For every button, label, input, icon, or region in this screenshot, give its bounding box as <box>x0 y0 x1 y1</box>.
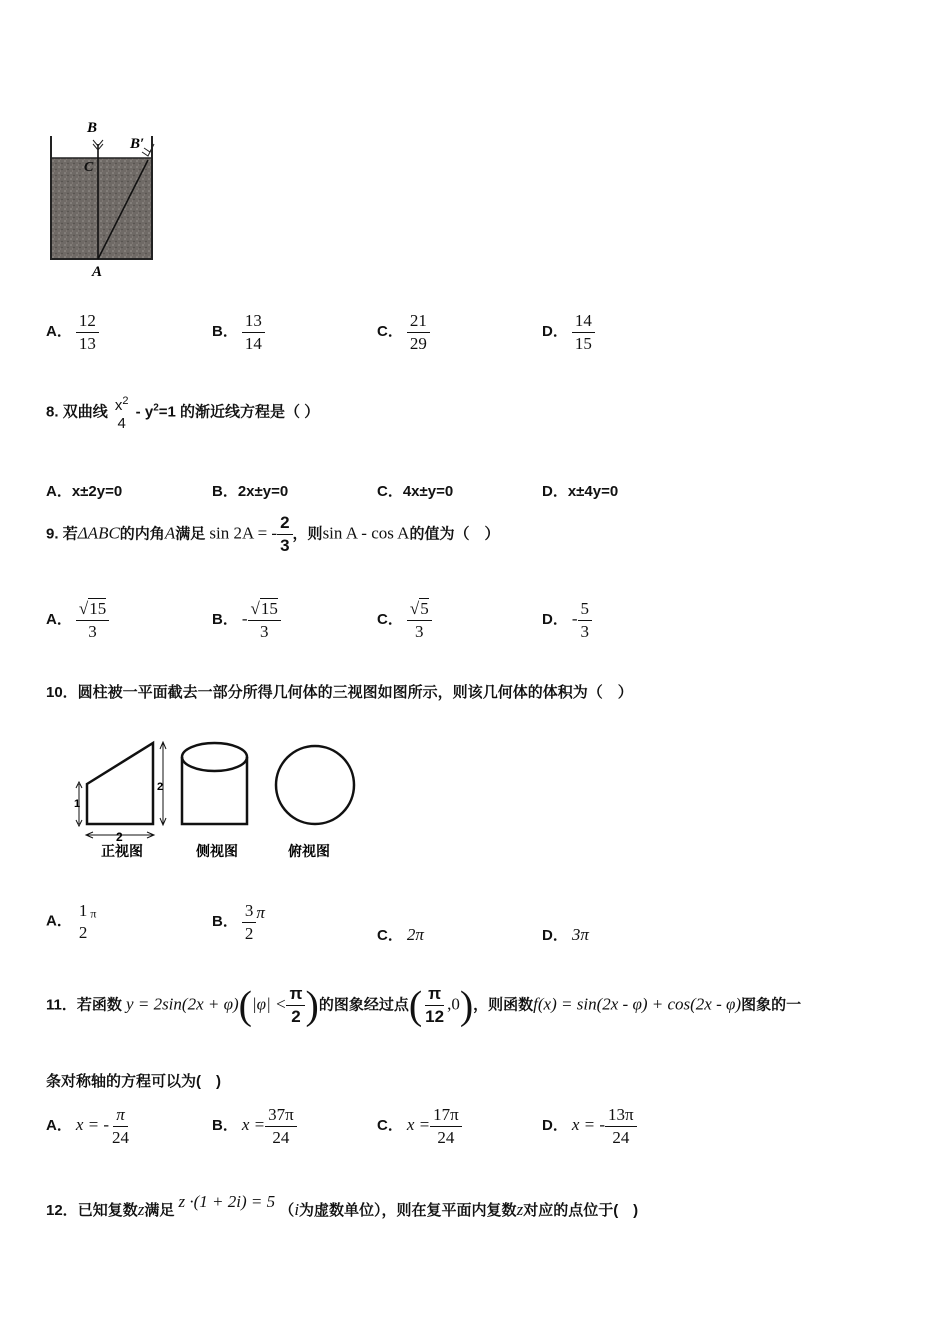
q11-text-4: 图象的一 <box>741 996 802 1014</box>
option-text: 2x±y=0 <box>237 483 289 500</box>
frac-den: 24 <box>437 1128 455 1147</box>
sqrt-radicand: 15 <box>260 599 278 618</box>
q12-text-4: 为虚数单位），则在复平面内复数 <box>299 1202 517 1219</box>
top-view-circle <box>276 746 354 824</box>
sign: - <box>241 609 248 629</box>
q11-option-c[interactable] <box>377 1104 462 1149</box>
q8-fraction <box>112 392 132 433</box>
frac-den: 2 <box>78 923 88 942</box>
option-lhs: x = <box>406 1115 431 1135</box>
frac-num: 5 <box>578 598 593 621</box>
point-tail: ,0 <box>447 994 460 1014</box>
frac-den: 3 <box>415 622 424 641</box>
q8-sup: 2 <box>153 402 159 414</box>
q8-frac-den: 4 <box>117 415 126 432</box>
water-region <box>51 158 152 259</box>
label-c: C <box>84 160 94 175</box>
label-b: B <box>87 120 98 136</box>
frac-num: 2 <box>277 512 292 535</box>
frac-den: 3 <box>88 622 97 641</box>
sign: - <box>571 609 578 629</box>
option-label: C． <box>377 483 403 500</box>
question-number: 9. <box>46 525 59 543</box>
q11-option-d[interactable] <box>542 1104 637 1149</box>
q8-option-c[interactable] <box>377 480 453 501</box>
q9-math-4: sin A - cos A <box>322 523 410 543</box>
q11-stem: 11．若函数 y = 2sin(2x + φ)(|φ| < $\frac{\pi}{2}$ )的图象经过点( $\frac{\pi}{12}$ ,0)，则函数f(x) = sin(2x - φ) + cos(2x - φ)图象的一 <box>46 982 802 1028</box>
frac-den: 12 <box>425 1007 445 1026</box>
q11-text-2: 的图象经过点 <box>318 996 409 1014</box>
q8-text-suffix: - y <box>135 403 154 421</box>
three-view-svg <box>70 735 370 865</box>
q9-option-c[interactable]: C． $\frac{√5}{3}$ <box>377 598 432 643</box>
q10-option-d[interactable] <box>542 924 589 945</box>
q9-option-d[interactable] <box>542 598 592 643</box>
dim-label-h2: 2 <box>157 781 164 793</box>
frac-num: 1 <box>78 901 88 920</box>
q11-stem-line2: 条对称轴的方程可以为( ) <box>46 1073 221 1090</box>
dim-label-h1: 1 <box>74 798 81 810</box>
option-lhs: x = <box>241 1115 266 1135</box>
dim-label-w: 2 <box>116 830 123 844</box>
option-label: B． <box>212 483 238 500</box>
figure-container <box>40 118 170 288</box>
frac-num: π <box>113 1104 128 1127</box>
q12-text-2: 满足 <box>144 1202 175 1219</box>
q12-math-4: z <box>516 1200 524 1219</box>
option-text: 3π <box>571 925 589 944</box>
option-label: A． <box>46 1117 72 1135</box>
pi-symbol: π <box>256 903 265 923</box>
q12-math-2: z ·(1 + 2i) = 5 <box>178 1192 276 1211</box>
option-label: B． <box>212 323 238 341</box>
option-label: B． <box>212 611 238 629</box>
option-label: D． <box>542 927 568 944</box>
question-number: 12． <box>46 1202 78 1219</box>
option-text: x±2y=0 <box>71 483 123 500</box>
q12-stem <box>46 1192 638 1220</box>
label-b-prime: B′ <box>130 136 145 152</box>
q10-option-b[interactable] <box>212 900 265 945</box>
frac-num: 12 <box>76 310 99 333</box>
q11-text-1: 若函数 <box>76 996 122 1014</box>
question-number: 11． <box>46 996 77 1014</box>
frac-den: 3 <box>580 622 590 641</box>
frac-den: 29 <box>409 334 427 353</box>
q11-option-a[interactable] <box>46 1104 132 1149</box>
q8-text-suffix-b: =1 的渐近线方程是（ ） <box>158 403 320 421</box>
option-label: A． <box>46 611 72 629</box>
q11-math-1: y = 2sin(2x + φ) <box>126 994 239 1014</box>
q9-text-2: 的内角 <box>119 525 165 543</box>
figure-pool-diagram <box>40 118 170 288</box>
option-label: B． <box>212 1117 238 1135</box>
q7-option-b[interactable] <box>212 310 265 355</box>
q12-text-1: 已知复数 <box>77 1202 138 1219</box>
question-number: 8. <box>46 403 59 421</box>
q9-text-1: 若 <box>62 525 78 543</box>
side-view-ellipse <box>182 743 247 771</box>
q9-option-a[interactable]: A． $\frac{√15}{3}$ <box>46 598 109 643</box>
frac-den: 2 <box>244 924 254 943</box>
option-label: D． <box>542 1117 568 1135</box>
q8-stem <box>46 392 319 433</box>
q9-math-1: ΔABC <box>77 523 120 543</box>
option-label: C． <box>377 611 403 629</box>
frac-den: 13 <box>78 334 96 353</box>
q7-option-d[interactable] <box>542 310 595 355</box>
pi-symbol: π <box>90 906 97 921</box>
q12-math-3: i <box>294 1200 300 1219</box>
option-text: x±4y=0 <box>567 483 619 500</box>
q10-stem: 10．圆柱被一平面截去一部分所得几何体的三视图如图所示，则该几何体的体积为（ ） <box>46 684 633 701</box>
option-label: C． <box>377 927 403 944</box>
sqrt-radicand: 15 <box>89 599 107 618</box>
frac-num: π <box>425 983 444 1006</box>
q8-option-b[interactable] <box>212 480 288 501</box>
q8-text-prefix: 双曲线 <box>62 403 108 421</box>
q8-option-d[interactable] <box>542 480 618 501</box>
q9-option-b[interactable]: B． - $\frac{√15}{3}$ <box>212 598 281 643</box>
q10-option-a[interactable] <box>46 900 96 944</box>
caption-top-view: 俯视图 <box>288 843 330 859</box>
three-view-figure <box>70 735 370 865</box>
frac-den: 3 <box>280 536 290 555</box>
option-label: D． <box>542 323 568 341</box>
q10-option-c[interactable] <box>377 924 424 945</box>
q12-math-1: z <box>137 1200 145 1219</box>
caption-side-view: 侧视图 <box>196 843 238 859</box>
option-text: 4x±y=0 <box>402 483 454 500</box>
frac-den: 24 <box>112 1128 130 1147</box>
option-label: D． <box>542 611 568 629</box>
q11-math-3: f(x) = sin(2x - φ) + cos(2x - φ) <box>533 994 742 1014</box>
sqrt-radicand: 5 <box>420 599 429 618</box>
option-lhs: x = - <box>75 1115 110 1135</box>
q8-option-a[interactable] <box>46 480 122 501</box>
q9-text-4: ，则 <box>292 525 323 543</box>
frac-num: 17π <box>430 1104 462 1127</box>
frac-num: 14 <box>572 310 595 333</box>
frac-num: 37π <box>265 1104 297 1127</box>
q9-math-3: sin 2A = - <box>209 523 278 543</box>
q11-text-3: ，则函数 <box>473 996 534 1014</box>
q9-text-5: 的值为（ ） <box>409 525 500 543</box>
frac-num: 13 <box>242 310 265 333</box>
frac-den: 15 <box>574 334 592 353</box>
option-label: C． <box>377 323 403 341</box>
q7-option-c[interactable] <box>377 310 430 355</box>
label-a: A <box>92 264 103 280</box>
caption-front-view: 正视图 <box>101 843 143 859</box>
frac-den: 14 <box>244 334 262 353</box>
frac-den: 24 <box>612 1128 630 1147</box>
front-view-shape <box>87 743 153 824</box>
frac-num: 21 <box>407 310 430 333</box>
q8-frac-num: x <box>114 397 123 414</box>
q7-option-a[interactable] <box>46 310 99 355</box>
frac-den: 24 <box>272 1128 290 1147</box>
frac-den: 2 <box>291 1007 301 1026</box>
frac-num: π <box>286 983 305 1006</box>
q9-text-3: 满足 <box>175 525 206 543</box>
q8-frac-exp: 2 <box>122 395 129 407</box>
option-label: B． <box>212 913 238 931</box>
option-label: C． <box>377 1117 403 1135</box>
q12-text-5: 对应的点位于( ) <box>523 1202 639 1219</box>
q11-option-b[interactable] <box>212 1104 297 1149</box>
frac-num: 3 <box>242 900 257 923</box>
frac-num: 13π <box>605 1104 637 1127</box>
frac-den: 3 <box>259 622 269 641</box>
option-lhs: x = - <box>571 1115 606 1135</box>
option-label: A． <box>46 483 72 500</box>
q9-stem <box>46 512 499 557</box>
option-label: A． <box>46 323 72 341</box>
q9-math-2: A <box>164 523 176 543</box>
q11-math-2: |φ| < <box>251 994 287 1014</box>
option-text: 2π <box>406 925 424 944</box>
q12-text-3: （ <box>279 1202 295 1219</box>
option-label: D． <box>542 483 568 500</box>
option-label: A． <box>46 912 72 930</box>
